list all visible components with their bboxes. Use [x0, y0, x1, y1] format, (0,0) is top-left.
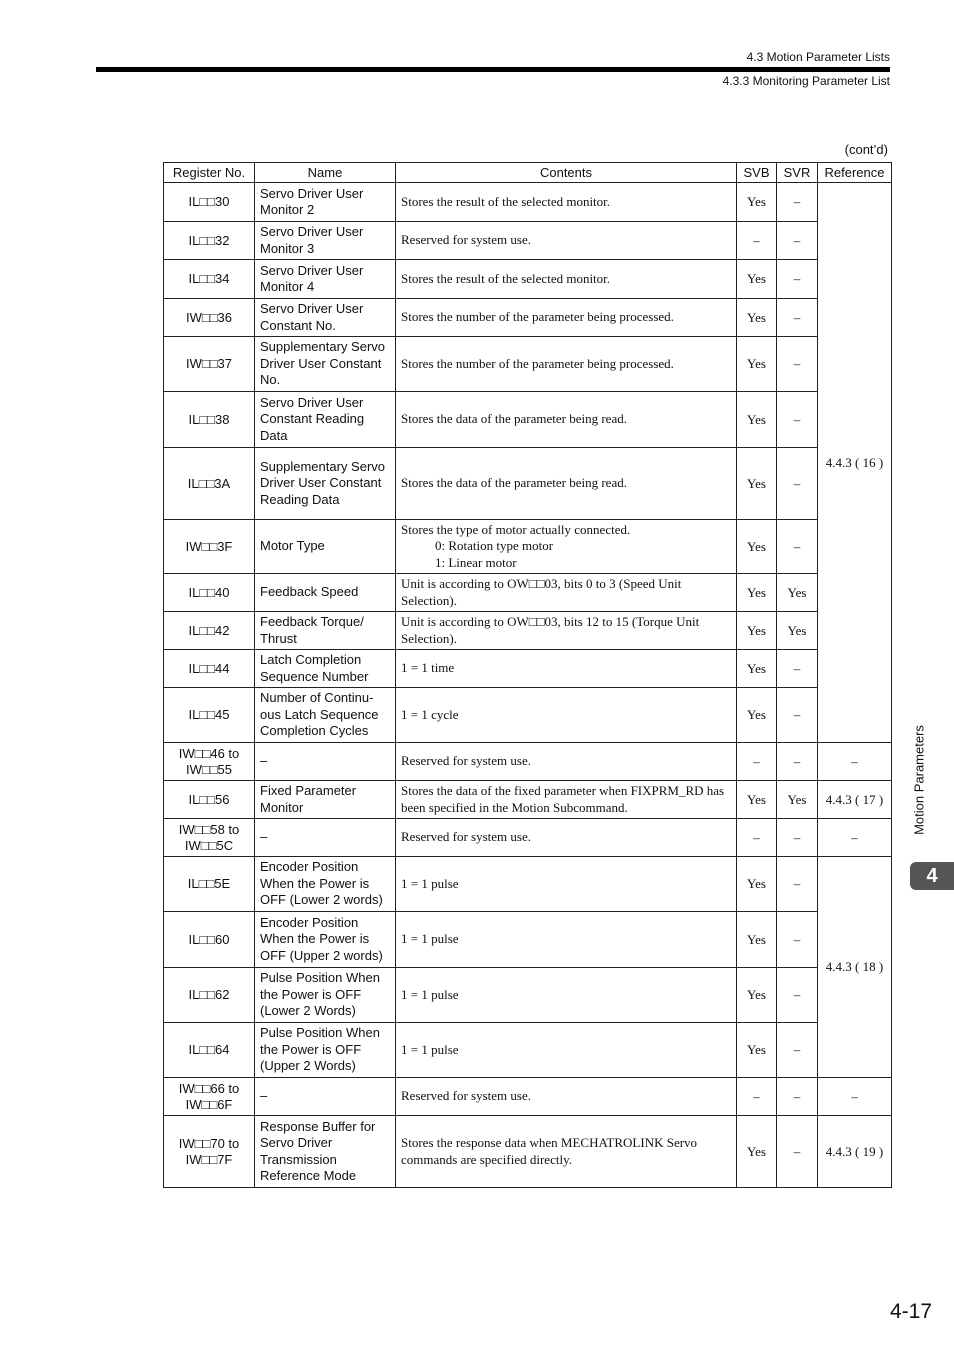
- reference-cell: –: [818, 819, 892, 857]
- svb-cell: Yes: [737, 612, 777, 650]
- reference-cell: 4.4.3 ( 17 ): [818, 781, 892, 819]
- svr-cell: –: [777, 650, 818, 688]
- svr-cell: –: [777, 743, 818, 781]
- svb-cell: Yes: [737, 688, 777, 743]
- name-cell: –: [255, 743, 396, 781]
- monitoring-parameter-table: [163, 162, 892, 1188]
- svb-cell: Yes: [737, 183, 777, 222]
- contents-line: Stores the data of the parameter being read.: [401, 475, 627, 491]
- contents-cell: [396, 299, 737, 337]
- reference-cell: –: [818, 1078, 892, 1116]
- svr-cell: –: [777, 857, 818, 912]
- contents-line: 0: Rotation type motor: [435, 538, 554, 554]
- contents-line: Stores the number of the parameter being processed.: [401, 355, 674, 371]
- register-no-cell: IL□□42: [164, 612, 255, 650]
- table-row: [164, 857, 892, 912]
- contents-line: Stores the data of the fixed parameter when FIXPRM_RD has been specified in the Motion Subcommand.: [401, 783, 725, 815]
- svb-cell: Yes: [737, 857, 777, 912]
- register-no-cell: IL□□3A: [164, 448, 255, 520]
- contents-line: 1 = 1 time: [401, 660, 455, 676]
- reference-cell: 4.4.3 ( 16 ): [818, 183, 892, 743]
- name-cell: Fixed Parameter Monitor: [255, 781, 396, 819]
- name-cell: Servo Driver User Monitor 3: [255, 222, 396, 260]
- contents-cell: [396, 650, 737, 688]
- contents-line: Unit is according to OW□□03, bits 12 to 15 (Torque Unit Selection).: [401, 614, 700, 646]
- register-no-cell: IW□□46 to IW□□55: [164, 743, 255, 781]
- name-cell: Response Buffer for Servo Driver Transmission Reference Mode: [255, 1116, 396, 1188]
- contents-line: 1 = 1 cycle: [401, 706, 459, 722]
- contents-line: Stores the response data when MECHATROLINK Servo commands are specified directly.: [401, 1135, 698, 1167]
- table-row: [164, 912, 892, 968]
- register-no-cell: IL□□62: [164, 968, 255, 1023]
- contents-line: 1 = 1 pulse: [401, 1041, 459, 1057]
- svb-cell: Yes: [737, 912, 777, 968]
- svb-cell: –: [737, 819, 777, 857]
- register-no-cell: IW□□37: [164, 337, 255, 392]
- contents-line: 1: Linear motor: [435, 554, 517, 570]
- contents-cell: [396, 574, 737, 612]
- contents-cell: [396, 520, 737, 574]
- register-no-cell: IL□□40: [164, 574, 255, 612]
- table-row: [164, 392, 892, 448]
- col-header-contents: Contents: [396, 163, 737, 183]
- svr-cell: –: [777, 448, 818, 520]
- contents-cell: [396, 448, 737, 520]
- contents-line: Reserved for system use.: [401, 232, 531, 248]
- contents-line: Reserved for system use.: [401, 1088, 531, 1104]
- svb-cell: Yes: [737, 781, 777, 819]
- reference-cell: 4.4.3 ( 18 ): [818, 857, 892, 1078]
- svb-cell: –: [737, 1078, 777, 1116]
- svb-cell: Yes: [737, 299, 777, 337]
- table-row: [164, 968, 892, 1023]
- table-row: [164, 1078, 892, 1116]
- svr-cell: –: [777, 392, 818, 448]
- name-cell: –: [255, 819, 396, 857]
- side-section-label: [908, 718, 930, 842]
- table-row: [164, 743, 892, 781]
- reference-cell: –: [818, 743, 892, 781]
- svr-cell: –: [777, 819, 818, 857]
- name-cell: Supplementary Servo Driver User Constant Reading Data: [255, 448, 396, 520]
- col-header-svb: SVB: [737, 163, 777, 183]
- contents-cell: [396, 392, 737, 448]
- register-no-cell: IW□□58 to IW□□5C: [164, 819, 255, 857]
- contents-cell: [396, 819, 737, 857]
- name-cell: Latch Completion Sequence Number: [255, 650, 396, 688]
- svb-cell: Yes: [737, 650, 777, 688]
- side-label-text: Motion Parameters: [911, 725, 927, 835]
- svr-cell: –: [777, 337, 818, 392]
- continued-label: (cont’d): [844, 142, 888, 157]
- register-no-cell: IL□□5E: [164, 857, 255, 912]
- table-row: [164, 183, 892, 222]
- contents-cell: [396, 183, 737, 222]
- contents-line: Unit is according to OW□□03, bits 0 to 3 (Speed Unit Selection).: [401, 576, 682, 608]
- contents-cell: [396, 260, 737, 299]
- contents-line: Stores the number of the parameter being processed.: [401, 309, 674, 325]
- svr-cell: –: [777, 1116, 818, 1188]
- svr-cell: Yes: [777, 574, 818, 612]
- svr-cell: –: [777, 1078, 818, 1116]
- reference-cell: 4.4.3 ( 19 ): [818, 1116, 892, 1188]
- register-no-cell: IL□□64: [164, 1023, 255, 1078]
- svr-cell: –: [777, 260, 818, 299]
- svb-cell: Yes: [737, 1116, 777, 1188]
- table-body: [164, 183, 892, 1188]
- name-cell: Encoder Position When the Power is OFF (Lower 2 words): [255, 857, 396, 912]
- svr-cell: –: [777, 968, 818, 1023]
- name-cell: Servo Driver User Monitor 4: [255, 260, 396, 299]
- table-row: [164, 520, 892, 574]
- name-cell: –: [255, 1078, 396, 1116]
- register-no-cell: IL□□38: [164, 392, 255, 448]
- col-header-reference: Reference: [818, 163, 892, 183]
- contents-cell: [396, 337, 737, 392]
- name-cell: Feedback Speed: [255, 574, 396, 612]
- svb-cell: Yes: [737, 968, 777, 1023]
- contents-cell: [396, 912, 737, 968]
- table-row: [164, 650, 892, 688]
- page-number: 4-17: [889, 1300, 932, 1323]
- register-no-cell: IL□□45: [164, 688, 255, 743]
- table-row: [164, 1116, 892, 1188]
- register-no-cell: IW□□70 to IW□□7F: [164, 1116, 255, 1188]
- header-section-title: 4.3 Motion Parameter Lists: [746, 50, 890, 64]
- contents-cell: [396, 688, 737, 743]
- col-header-register: Register No.: [164, 163, 255, 183]
- name-cell: Servo Driver User Monitor 2: [255, 183, 396, 222]
- svb-cell: Yes: [737, 392, 777, 448]
- table-row: [164, 819, 892, 857]
- register-no-cell: IL□□44: [164, 650, 255, 688]
- header-rule: [96, 67, 890, 72]
- svb-cell: Yes: [737, 260, 777, 299]
- contents-line: 1 = 1 pulse: [401, 931, 459, 947]
- svr-cell: –: [777, 222, 818, 260]
- register-no-cell: IL□□56: [164, 781, 255, 819]
- svr-cell: –: [777, 1023, 818, 1078]
- name-cell: Servo Driver User Constant No.: [255, 299, 396, 337]
- svb-cell: –: [737, 222, 777, 260]
- contents-line: Stores the result of the selected monitor.: [401, 193, 611, 209]
- register-no-cell: IW□□66 to IW□□6F: [164, 1078, 255, 1116]
- chapter-tab: 4: [910, 862, 954, 890]
- table-row: [164, 612, 892, 650]
- col-header-svr: SVR: [777, 163, 818, 183]
- svb-cell: Yes: [737, 448, 777, 520]
- name-cell: Feedback Torque/ Thrust: [255, 612, 396, 650]
- svr-cell: –: [777, 520, 818, 574]
- svb-cell: Yes: [737, 574, 777, 612]
- contents-line: 1 = 1 pulse: [401, 986, 459, 1002]
- table-row: [164, 222, 892, 260]
- register-no-cell: IL□□34: [164, 260, 255, 299]
- table-row: [164, 260, 892, 299]
- register-no-cell: IL□□30: [164, 183, 255, 222]
- name-cell: Supplementary Servo Driver User Constant No.: [255, 337, 396, 392]
- name-cell: Pulse Position When the Power is OFF (Upper 2 Words): [255, 1023, 396, 1078]
- table-row: [164, 574, 892, 612]
- register-no-cell: IW□□36: [164, 299, 255, 337]
- header-subsection-title: 4.3.3 Monitoring Parameter List: [722, 74, 890, 88]
- table-row: [164, 337, 892, 392]
- contents-cell: [396, 222, 737, 260]
- table-header-row: [164, 163, 892, 183]
- svr-cell: Yes: [777, 781, 818, 819]
- contents-line: Stores the result of the selected monitor.: [401, 270, 611, 286]
- register-no-cell: IW□□3F: [164, 520, 255, 574]
- name-cell: Servo Driver User Constant Reading Data: [255, 392, 396, 448]
- svr-cell: Yes: [777, 612, 818, 650]
- svr-cell: –: [777, 688, 818, 743]
- contents-cell: [396, 1023, 737, 1078]
- register-no-cell: IL□□32: [164, 222, 255, 260]
- contents-cell: [396, 781, 737, 819]
- contents-cell: [396, 857, 737, 912]
- name-cell: Number of Continu-ous Latch Sequence Completion Cycles: [255, 688, 396, 743]
- svb-cell: Yes: [737, 520, 777, 574]
- svr-cell: –: [777, 912, 818, 968]
- contents-line: Stores the data of the parameter being read.: [401, 411, 627, 427]
- contents-cell: [396, 968, 737, 1023]
- table-row: [164, 688, 892, 743]
- contents-line: Reserved for system use.: [401, 829, 531, 845]
- contents-cell: [396, 612, 737, 650]
- svb-cell: –: [737, 743, 777, 781]
- name-cell: Pulse Position When the Power is OFF (Lower 2 Words): [255, 968, 396, 1023]
- col-header-name: Name: [255, 163, 396, 183]
- contents-line: Reserved for system use.: [401, 753, 531, 769]
- svr-cell: –: [777, 299, 818, 337]
- contents-cell: [396, 1078, 737, 1116]
- contents-cell: [396, 743, 737, 781]
- table-row: [164, 299, 892, 337]
- register-no-cell: IL□□60: [164, 912, 255, 968]
- svb-cell: Yes: [737, 337, 777, 392]
- name-cell: Encoder Position When the Power is OFF (Upper 2 words): [255, 912, 396, 968]
- svb-cell: Yes: [737, 1023, 777, 1078]
- contents-cell: [396, 1116, 737, 1188]
- table-row: [164, 1023, 892, 1078]
- contents-line: 1 = 1 pulse: [401, 875, 459, 891]
- table-row: [164, 448, 892, 520]
- name-cell: Motor Type: [255, 520, 396, 574]
- table-row: [164, 781, 892, 819]
- contents-line: Stores the type of motor actually connected.: [401, 521, 631, 537]
- svr-cell: –: [777, 183, 818, 222]
